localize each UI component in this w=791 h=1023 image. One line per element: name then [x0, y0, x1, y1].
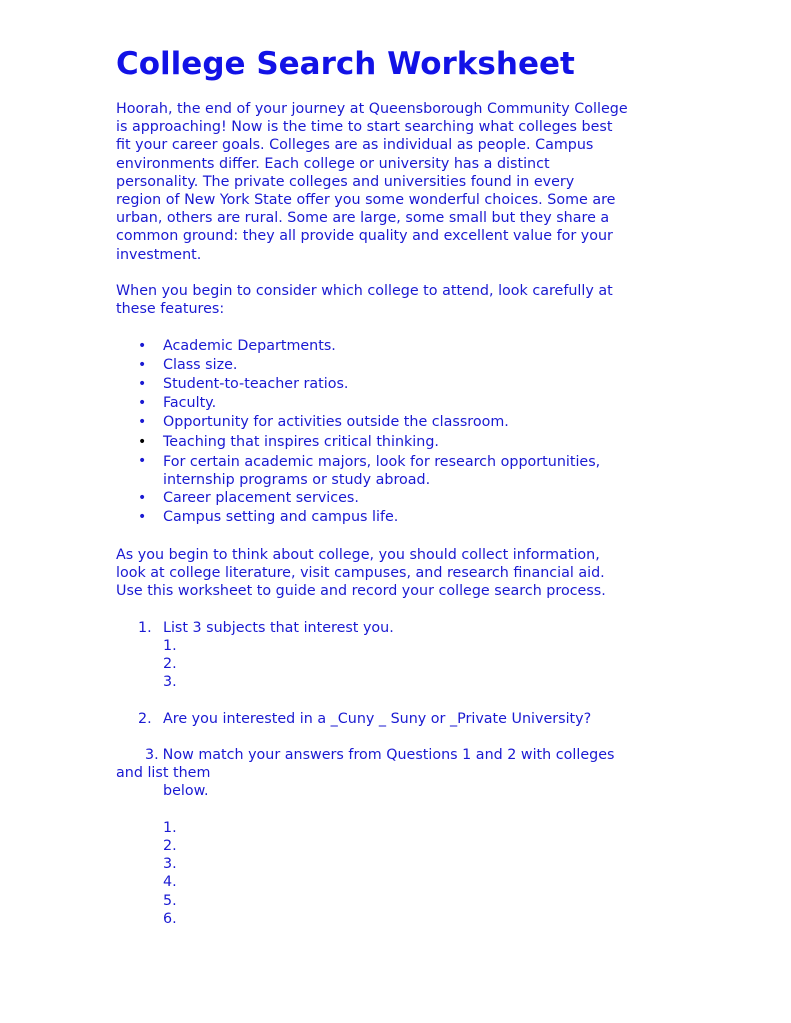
feature-text: Career placement services. [163, 490, 359, 507]
page-title: College Search Worksheet [116, 46, 575, 82]
intro-line: personality. The private colleges and universities found in every [116, 173, 575, 190]
intro-line: fit your career goals. Colleges are as individual as people. Campus [116, 137, 594, 154]
answer-line: 5. [163, 892, 177, 909]
question-text: Now match your answers from Questions 1 and 2 with colleges [162, 747, 615, 764]
features-list [116, 337, 676, 528]
answer-line: 1. [163, 637, 177, 654]
question-2 [116, 710, 676, 728]
feature-text-continued: internship programs or study abroad. [163, 472, 431, 489]
worksheet-page [116, 40, 676, 928]
features-intro-line: When you begin to consider which college to attend, look carefully at [116, 283, 613, 300]
features-intro-paragraph [116, 282, 676, 318]
bullet-icon: • [138, 452, 147, 469]
feature-text: Class size. [163, 356, 238, 373]
list-item [116, 413, 676, 432]
intro-line: urban, others are rural. Some are large, some small but they share a [116, 210, 610, 227]
answer-line: 3. [163, 856, 177, 873]
feature-text: Academic Departments. [163, 337, 336, 354]
list-item [116, 508, 676, 527]
answer-line: 2. [163, 838, 177, 855]
feature-text: Student-to-teacher ratios. [163, 376, 349, 393]
bullet-icon: • [138, 356, 147, 373]
feature-text: Campus setting and campus life. [163, 509, 399, 526]
list-item [116, 452, 676, 489]
question-text-continued: and list them [116, 765, 211, 782]
feature-text: For certain academic majors, look for research opportunities, [163, 453, 601, 470]
collect-line: Use this worksheet to guide and record your college search process. [116, 583, 606, 600]
intro-line: is approaching! Now is the time to start searching what colleges best [116, 119, 613, 136]
intro-line: investment. [116, 246, 202, 263]
bullet-icon: • [138, 509, 147, 526]
intro-line: Hoorah, the end of your journey at Queensborough Community College [116, 101, 628, 117]
bullet-icon: • [138, 490, 147, 507]
list-item [116, 433, 676, 452]
bullet-icon: • [138, 376, 147, 393]
question-text: List 3 subjects that interest you. [163, 619, 394, 636]
answer-line: 2. [163, 656, 177, 673]
bullet-icon: • [138, 337, 147, 354]
answer-line: 6. [163, 910, 177, 927]
intro-line: region of New York State offer you some wonderful choices. Some are [116, 192, 616, 209]
answer-line: 1. [163, 819, 177, 836]
question-number: 1. [138, 619, 152, 636]
list-item [116, 375, 676, 394]
question-number: 3. [145, 747, 159, 764]
list-item [116, 489, 676, 508]
collect-paragraph [116, 546, 676, 601]
bullet-icon: • [138, 395, 147, 412]
question-number: 2. [138, 710, 152, 727]
bullet-icon: • [138, 433, 147, 450]
list-item [116, 337, 676, 356]
question-3 [116, 746, 676, 928]
list-item [116, 394, 676, 413]
feature-text: Faculty. [163, 395, 217, 412]
intro-line: environments differ. Each college or university has a distinct [116, 155, 550, 172]
question-text: Are you interested in a _Cuny _ Suny or _Private University? [163, 710, 592, 727]
collect-line: As you begin to think about college, you should collect information, [116, 546, 600, 563]
collect-line: look at college literature, visit campuses, and research financial aid. [116, 565, 605, 582]
feature-text: Opportunity for activities outside the classroom. [163, 414, 509, 431]
bullet-icon: • [138, 414, 147, 431]
question-text-continued: below. [163, 783, 209, 800]
features-intro-line: these features: [116, 301, 225, 318]
feature-text: Teaching that inspires critical thinking. [163, 433, 439, 450]
answer-line: 3. [163, 674, 177, 691]
intro-paragraph [116, 100, 676, 264]
answer-line: 4. [163, 874, 177, 891]
list-item [116, 356, 676, 375]
intro-line: common ground: they all provide quality and excellent value for your [116, 228, 613, 245]
question-1 [116, 619, 676, 692]
